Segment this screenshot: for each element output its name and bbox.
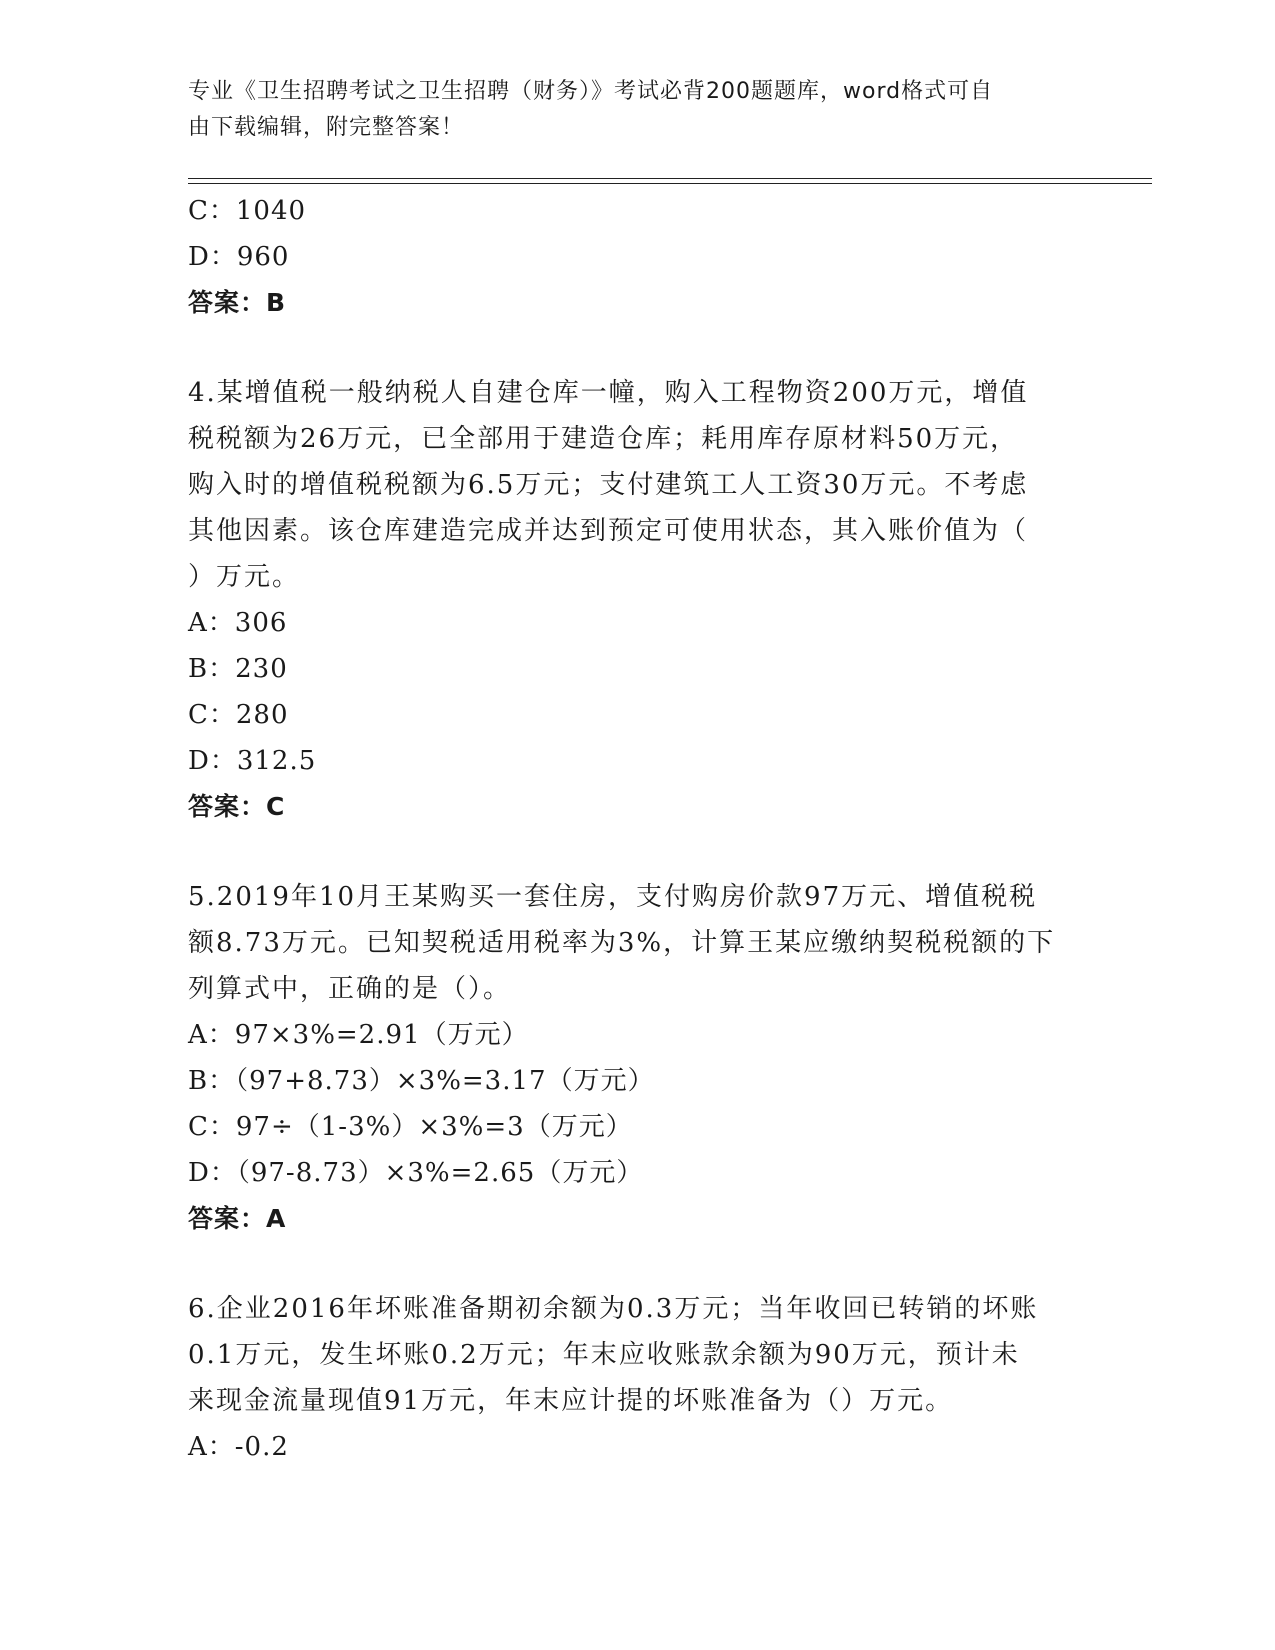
header-divider-top <box>188 178 1152 179</box>
question-4-text <box>188 370 1088 600</box>
question-6-text <box>188 1286 1088 1424</box>
header-line-2: 由下载编辑，附完整答案！ <box>188 115 465 140</box>
option-a: A：-0.2 <box>188 1432 289 1462</box>
option-b: B：（97+8.73）×3%=3.17（万元） <box>188 1066 655 1096</box>
question-line: 0.1万元，发生坏账0.2万元；年末应收账款余额为90万元，预计未 <box>188 1340 1020 1370</box>
option-c: C：280 <box>188 700 289 730</box>
question-5-text <box>188 874 1088 1012</box>
document-body <box>188 188 1088 1470</box>
question-6 <box>188 1286 1088 1470</box>
question-4 <box>188 370 1088 830</box>
question-line: 其他因素。该仓库建造完成并达到预定可使用状态，其入账价值为（ <box>188 516 1029 546</box>
option-d: D：312.5 <box>188 746 317 776</box>
question-line: ）万元。 <box>188 562 301 592</box>
spacer <box>188 830 1088 874</box>
document-header <box>188 74 1068 146</box>
question-line: 购入时的增值税税额为6.5万元；支付建筑工人工资30万元。不考虑 <box>188 470 1029 500</box>
question-line: 6.企业2016年坏账准备期初余额为0.3万元；当年收回已转销的坏账 <box>188 1294 1039 1324</box>
option-c: C：97÷（1-3%）×3%=3（万元） <box>188 1112 633 1142</box>
answer-line: 答案：A <box>188 1204 287 1233</box>
spacer <box>188 1242 1088 1286</box>
question-line: 列算式中，正确的是（）。 <box>188 974 512 1004</box>
option-c: C：1040 <box>188 196 307 226</box>
question-5 <box>188 874 1088 1242</box>
header-line-1: 专业《卫生招聘考试之卫生招聘（财务）》考试必背200题题库，word格式可自 <box>188 79 994 104</box>
spacer <box>188 326 1088 370</box>
option-b: B：230 <box>188 654 288 684</box>
question-line: 来现金流量现值91万元，年末应计提的坏账准备为（）万元。 <box>188 1386 954 1416</box>
answer-line: 答案：B <box>188 288 287 317</box>
option-a: A：306 <box>188 608 288 638</box>
question-line: 额8.73万元。已知契税适用税率为3%，计算王某应缴纳契税税额的下 <box>188 928 1056 958</box>
option-d: D：960 <box>188 242 290 272</box>
question-line: 4.某增值税一般纳税人自建仓库一幢，购入工程物资200万元，增值 <box>188 378 1029 408</box>
question-3-tail <box>188 188 1088 326</box>
option-d: D：（97-8.73）×3%=2.65（万元） <box>188 1158 644 1188</box>
header-divider-bottom <box>188 183 1152 184</box>
answer-line: 答案：C <box>188 792 286 821</box>
option-a: A：97×3%=2.91（万元） <box>188 1020 529 1050</box>
question-line: 5.2019年10月王某购买一套住房，支付购房价款97万元、增值税税 <box>188 882 1038 912</box>
question-line: 税税额为26万元，已全部用于建造仓库；耗用库存原材料50万元， <box>188 424 1019 454</box>
